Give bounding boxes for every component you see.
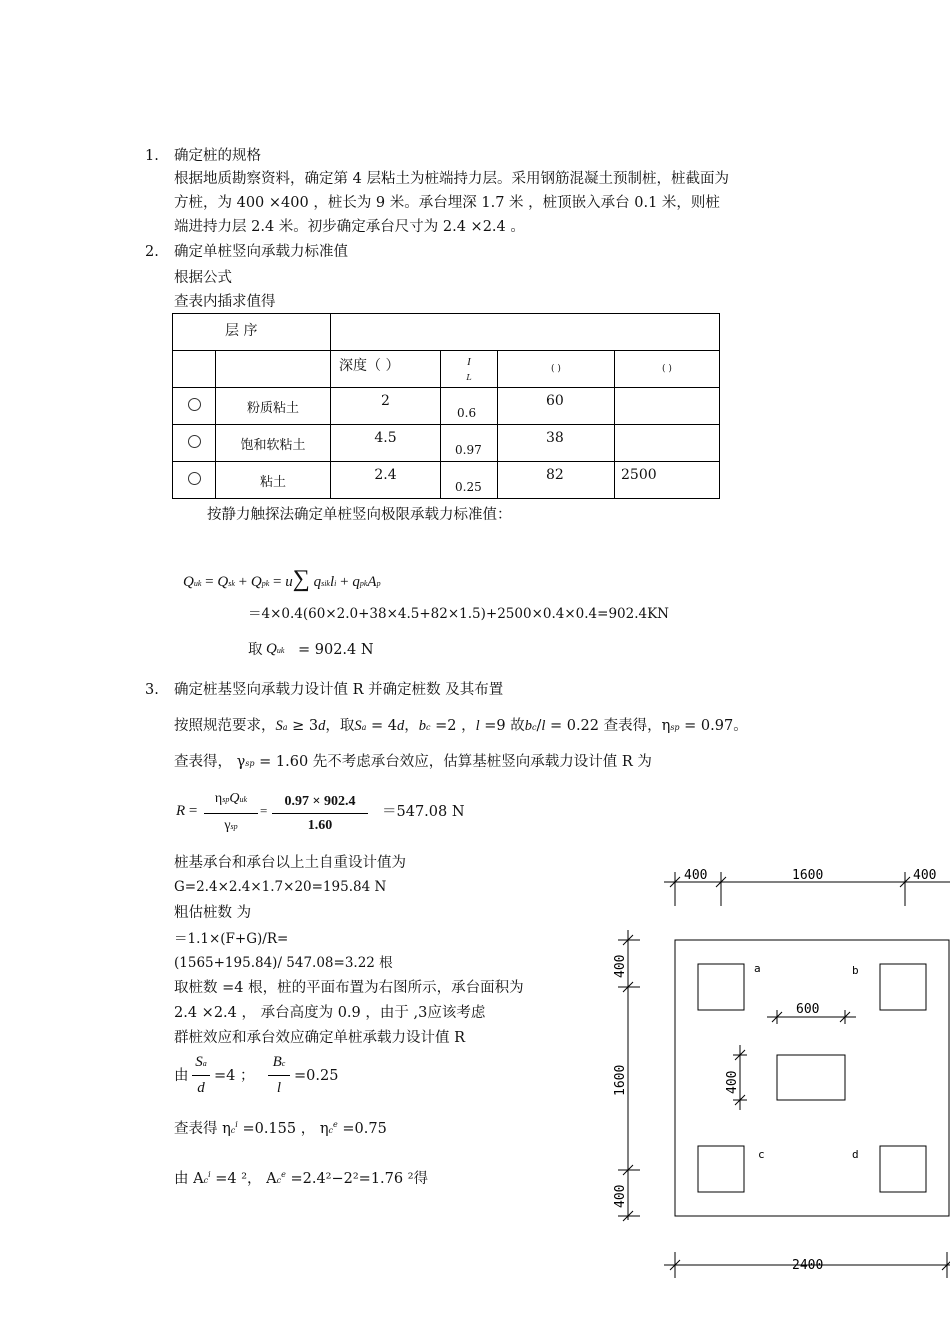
ratio2-den: l [276,1080,282,1096]
quk-formula: Quk = Qsk + Qpk = u∑ qsikli + qpkAp [183,566,381,592]
gamma-b: = 1.60 先不考虑承台效应，估算基桩竖向承载力设计值 R 为 [259,754,652,770]
top-dim-3: 400 [913,868,937,883]
section1-number: 1. [145,148,159,164]
header-depth: 深度（ ） [331,351,441,388]
calc-line: ＝4×0.4(60×2.0+38×4.5+82×1.5)+2500×0.4×0.4=902.4KN [248,606,669,622]
eta-a: 查表得 η [174,1120,231,1137]
spec-i: = 0.97。 [684,718,748,734]
table-row [173,388,720,425]
pile-label-b: b [852,964,859,977]
pile-label-a: a [754,962,761,975]
ratio2-line [268,1075,290,1076]
soil-il: 0.6 [441,388,498,425]
pile-cap-outline [675,940,949,1216]
pile-layout-diagram [600,860,950,1290]
section1-heading: 确定桩的规格 [174,148,261,164]
section1-line2: 方桩，为 400 ×400 ，桩长为 9 米。承台埋深 1.7 米 ，桩顶嵌入承台 0.1 米，则桩 [174,195,720,211]
quk-symbol: Quk [266,641,285,657]
spec-f: =2 ， [435,718,476,734]
section3-number: 3. [145,682,159,698]
spec-c: ，取 [325,718,355,734]
bottom-dim: 2400 [792,1258,824,1273]
top-dim-1: 400 [684,868,708,883]
layer-circle-icon [173,388,216,425]
pile-label-d: d [852,1148,859,1161]
ratio1-result: =4 ； [214,1068,255,1084]
take-label: 取 [248,642,263,658]
soil-qsk: 60 [498,388,615,425]
r-equals: = [260,803,268,818]
r-denominator: 1.60 [307,818,333,833]
header-il-symbol: I [467,356,471,368]
soil-name: 饱和软粘土 [216,425,331,462]
pile-b [880,964,926,1010]
r-symbol: R = [176,803,198,819]
area-b: =4 ²， A [215,1170,277,1187]
r-eta-numerator: ηspQuk [214,791,248,806]
area-a: 由 A [174,1170,204,1187]
table-row [173,425,720,462]
r-result: ＝547.08 N [382,804,465,820]
soil-qpk [615,425,720,462]
gamma-line: 查表得， γsp = 1.60 先不考虑承台效应，估算基桩竖向承载力设计值 R 为 [174,754,652,770]
r-fraction-line-2 [272,813,368,814]
inner-width-dim: 600 [796,1002,820,1017]
r-gamma-denominator: γsp [224,818,238,833]
table-label: 查表内插求值得 [174,294,276,310]
left-dim-2: 1600 [613,1064,628,1096]
ratio2-result: =0.25 [294,1068,339,1084]
pile-c [698,1146,744,1192]
ratio1-den: d [197,1080,205,1096]
self-weight-calc: G=2.4×2.4×1.7×20=195.84 N [174,879,387,895]
estimate-formula: ＝1.1×(F+G)/R= [174,931,289,947]
spec-e: ， [404,718,419,734]
soil-qsk: 38 [498,425,615,462]
left-dim-3: 400 [613,1184,628,1208]
soil-name: 粉质粘土 [216,388,331,425]
pile-a [698,964,744,1010]
soil-il: 0.25 [441,462,498,499]
left-dim-1: 400 [613,954,628,978]
header-qsk: ( ) [498,351,615,388]
eta-line: 查表得 $\eta c^i =0.155$ ， $\eta c^e =0.75$ [174,1120,387,1137]
r-numerator: 0.97 × 902.4 [284,794,356,809]
spec-line: 按照规范要求，Sa ≥ 3d，取Sa = 4d，bc =2 ，l =9 故bc/l = 0.22 查表得，ηsp = 0.97。 [174,718,748,734]
static-text: 按静力触探法确定单桩竖向极限承载力标准值： [207,507,512,523]
ratio-prefix: 由 [174,1068,189,1084]
soil-name: 粘土 [216,462,331,499]
area-line: 由 Ac$^i$ =4 ²， Ac$^e$ =2.4²−2²=1.76 ²得 [174,1170,429,1187]
inner-height-dim: 400 [725,1070,740,1094]
header-il [441,351,498,388]
take-piles-2: 2.4 ×2.4 ， 承台高度为 0.9 ，由于 ,3应该考虑 [174,1005,486,1021]
header-blank [331,314,720,351]
layer-circle-icon [173,425,216,462]
section1-line3: 端进持力层 2.4 米。初步确定承台尺寸为 2.4 ×2.4 。 [174,219,525,235]
ratio1-num: Sa [195,1054,207,1070]
spec-d: = 4 [371,718,397,734]
header-qpk: ( ) [615,351,720,388]
gamma-a: 查表得， γ [174,754,246,770]
spec-b: ≥ 3 [292,718,319,734]
soil-depth: 2.4 [331,462,441,499]
section3-heading: 确定桩基竖向承载力设计值 R 并确定桩数 及其布置 [174,682,504,698]
estimate-calc: (1565+195.84)/ 547.08=3.22 根 [174,955,393,971]
table-row [173,462,720,499]
soil-qsk: 82 [498,462,615,499]
header-layer: 层 序 [173,314,331,351]
spec-h: = 0.22 查表得，η [549,718,671,734]
self-weight-label: 桩基承台和承台以上土自重设计值为 [174,855,406,871]
header-il-subscript: L [466,373,472,382]
estimate-label: 粗估桩数 为 [174,905,252,921]
take-piles-1: 取桩数 =4 根，桩的平面布置为右图所示，承台面积为 [174,980,524,996]
take-value: = 902.4 N [298,642,374,658]
spec-g: =9 故 [484,718,525,734]
header-empty-1 [173,351,216,388]
header-empty-2 [216,351,331,388]
section1-line1: 根据地质勘察资料，确定第 4 层粘土为桩端持力层。采用钢筋混凝土预制桩，桩截面为 [174,171,729,187]
area-c: =2.4²−2²=1.76 ²得 [290,1170,429,1187]
top-dim-2: 1600 [792,868,824,883]
soil-depth: 4.5 [331,425,441,462]
take-piles-3: 群桩效应和承台效应确定单桩承载力设计值 R [174,1030,466,1046]
soil-depth: 2 [331,388,441,425]
soil-table [172,313,720,499]
layer-circle-icon [173,462,216,499]
pile-d [880,1146,926,1192]
section2-number: 2. [145,244,159,260]
soil-il: 0.97 [441,425,498,462]
eta-b: =0.155 ， η [242,1120,329,1137]
ratio1-line [192,1075,210,1076]
eta-c: =0.75 [342,1120,387,1137]
soil-qpk: 2500 [615,462,720,499]
formula-label: 根据公式 [174,270,232,286]
center-column [777,1055,845,1100]
pile-label-c: c [758,1148,765,1161]
soil-qpk [615,388,720,425]
section2-heading: 确定单桩竖向承载力标准值 [174,244,348,260]
r-fraction-line-1 [204,813,258,814]
spec-a: 按照规范要求， [174,718,276,734]
ratio2-num: Bc [272,1054,286,1070]
